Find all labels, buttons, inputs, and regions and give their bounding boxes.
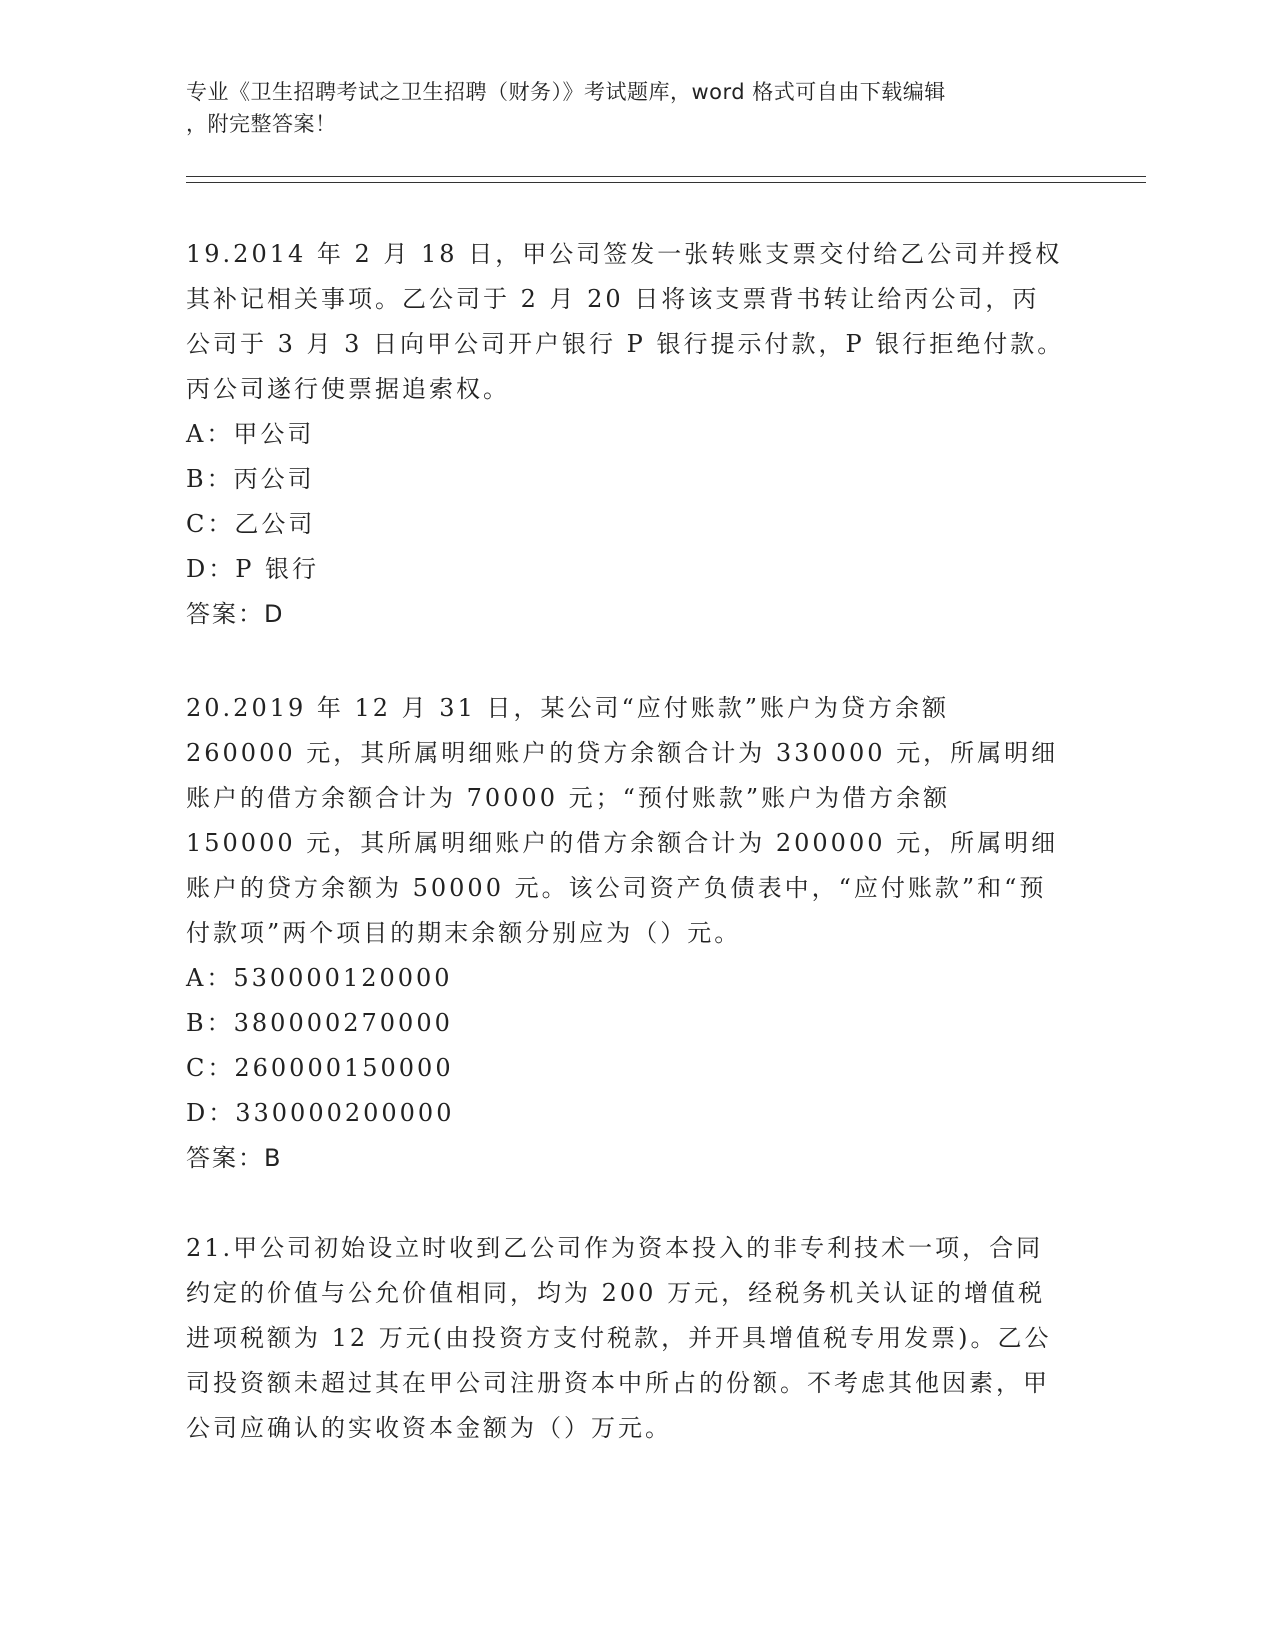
question-20 (186, 686, 1066, 1181)
option-a: A：530000120000 (186, 964, 453, 992)
header-line-1: 专业《卫生招聘考试之卫生招聘（财务）》考试题库，word 格式可自由下载编辑 (186, 80, 946, 104)
answer-line: 答案：D (186, 600, 285, 628)
document-header (186, 76, 1066, 140)
question-text: 20.2019 年 12 月 31 日，某公司“应付账款”账户为贷方余额 260000 元，其所属明细账户的贷方余额合计为 330000 元，所属明细账户的借方余额合计为 70000 元；“预付账款”账户为借方余额 150000 元，其所属明细账户的借方余额合计为 200000 元，所属明细账户的贷方余额为 50000 元。该公司资产负债表中，“应付账款”和“预付款项”两个项目的期末余额分别应为（）元。 (186, 694, 1059, 947)
header-line-2: ，附完整答案！ (186, 112, 337, 136)
answer-line: 答案：B (186, 1144, 283, 1172)
question-text: 19.2014 年 2 月 18 日，甲公司签发一张转账支票交付给乙公司并授权其补记相关事项。乙公司于 2 月 20 日将该支票背书转让给丙公司，丙公司于 3 月 3 日向甲公司开户银行 P 银行提示付款，P 银行拒绝付款。丙公司遂行使票据追索权。 (186, 240, 1065, 403)
question-21 (186, 1226, 1066, 1451)
question-text: 21.甲公司初始设立时收到乙公司作为资本投入的非专利技术一项，合同约定的价值与公允价值相同，均为 200 万元，经税务机关认证的增值税进项税额为 12 万元(由投资方支付税款，并开具增值税专用发票)。乙公司投资额未超过其在甲公司注册资本中所占的份额。不考虑其他因素，甲公司应确认的实收资本金额为（）万元。 (186, 1234, 1052, 1442)
option-b: B：丙公司 (186, 465, 315, 493)
option-d: D：330000200000 (186, 1099, 455, 1127)
option-d: D：P 银行 (186, 555, 320, 583)
option-a: A：甲公司 (186, 420, 315, 448)
option-c: C：260000150000 (186, 1054, 454, 1082)
option-c: C：乙公司 (186, 510, 316, 538)
header-divider (186, 176, 1146, 183)
option-b: B：380000270000 (186, 1009, 453, 1037)
question-19 (186, 232, 1066, 637)
